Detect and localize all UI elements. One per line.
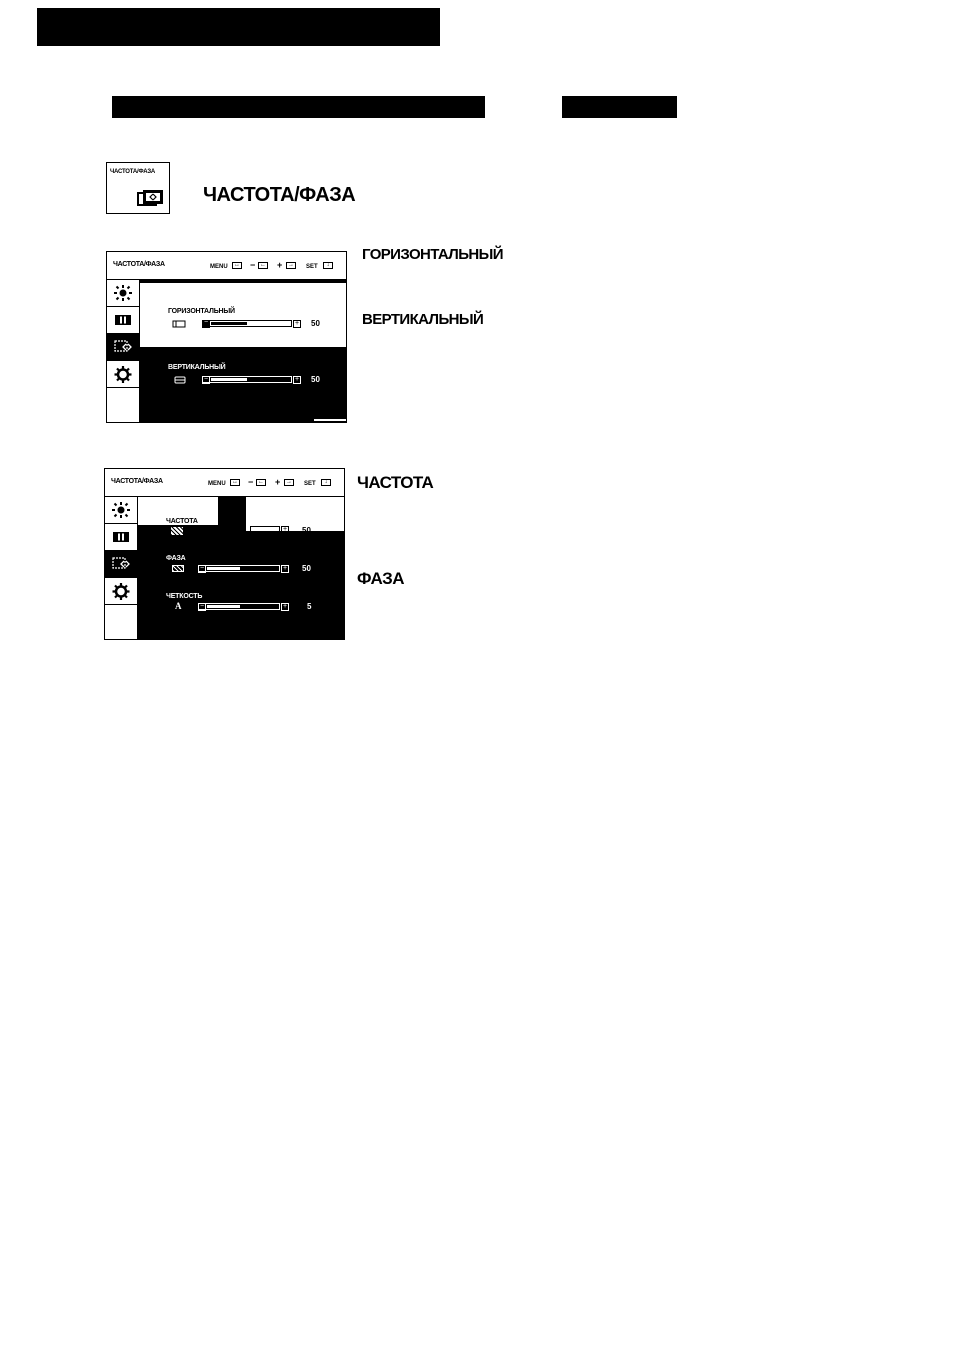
osd-main-panel <box>138 497 344 639</box>
slider-minus-cap: − <box>203 376 209 383</box>
left-arrow-key-icon: ← <box>260 262 266 268</box>
osd-screen-position <box>106 251 347 423</box>
menu-label: MENU <box>210 264 228 270</box>
slider-minus-cap: − <box>203 319 209 326</box>
frequency-description-label: ЧАСТОТА <box>357 473 434 492</box>
horizontal-label: ГОРИЗОНТАЛЬНЫЙ <box>168 308 235 315</box>
set-label: SET <box>304 481 316 487</box>
osd-top-bar <box>105 469 344 497</box>
slider-minus-cap: − <box>199 565 205 572</box>
sidebar-item-size[interactable] <box>107 307 139 334</box>
osd-top-bar <box>107 252 346 280</box>
slider-plus-cap: + <box>282 526 288 533</box>
phase-icon <box>172 565 184 572</box>
sidebar-item-setup[interactable] <box>105 578 137 605</box>
slider-plus-cap: + <box>282 565 288 572</box>
gear-icon <box>114 366 132 383</box>
minus-label: − <box>250 260 256 270</box>
phase-label: ФАЗА <box>166 555 186 562</box>
frequency-phase-icon <box>137 189 165 207</box>
vertical-value: 50 <box>311 375 320 384</box>
phase-slider[interactable] <box>198 565 288 572</box>
sharpness-value: 5 <box>307 602 312 611</box>
sharpness-slider[interactable] <box>198 603 288 610</box>
slider-fill <box>207 567 240 570</box>
frequency-label: ЧАСТОТА <box>166 518 198 525</box>
sidebar-item-size[interactable] <box>105 524 137 551</box>
frequency-icon <box>170 526 184 536</box>
vertical-position-icon <box>174 376 186 384</box>
set-key-icon: ↓ <box>321 479 331 486</box>
osd-title: ЧАСТОТА/ФАЗА <box>113 261 165 268</box>
plus-label: + <box>275 477 281 487</box>
osd-sidebar <box>107 280 140 422</box>
slider-minus-cap: − <box>199 603 205 610</box>
slider-fill <box>211 378 247 381</box>
sharpness-icon: A <box>175 601 182 611</box>
minus-label: − <box>248 477 254 487</box>
selected-item-highlight <box>140 283 346 347</box>
frequency-phase-icon <box>112 557 130 571</box>
scroll-indicator <box>314 419 347 421</box>
osd-title: ЧАСТОТА/ФАЗА <box>111 478 163 485</box>
section-header-bar <box>112 96 485 118</box>
slider-plus-cap: + <box>282 603 288 610</box>
vertical-label: ВЕРТИКАЛЬНЫЙ <box>168 364 226 371</box>
phase-description-label: ФАЗА <box>357 569 404 588</box>
left-arrow-key-icon: ← <box>258 479 264 485</box>
slider-plus-cap: + <box>294 320 300 327</box>
plus-label: + <box>277 260 283 270</box>
set-label: SET <box>306 264 318 270</box>
size-icon <box>114 314 132 326</box>
set-key-icon: ↓ <box>323 262 333 269</box>
sidebar-item-frequency-phase[interactable] <box>105 551 137 578</box>
section-heading: ЧАСТОТА/ФАЗА <box>203 184 356 206</box>
size-icon <box>112 531 130 543</box>
horizontal-slider[interactable] <box>202 319 300 327</box>
slider-plus-cap: + <box>294 376 300 383</box>
sidebar-item-brightness[interactable] <box>107 280 139 307</box>
osd-main-panel <box>140 280 346 422</box>
horizontal-value: 50 <box>311 319 320 328</box>
brightness-icon <box>114 285 132 301</box>
sidebar-item-setup[interactable] <box>107 361 139 388</box>
menu-label: MENU <box>208 481 226 487</box>
menu-key-icon: ↔ <box>234 262 240 268</box>
phase-value: 50 <box>302 564 311 573</box>
chapter-header-bar <box>37 8 440 46</box>
frequency-slider[interactable] <box>250 526 288 533</box>
section-tag-bar <box>562 96 677 118</box>
icon-box-label: ЧАСТОТА/ФАЗА <box>110 169 156 175</box>
brightness-icon <box>112 502 130 518</box>
frequency-value: 50 <box>302 526 311 535</box>
vertical-description-label: ВЕРТИКАЛЬНЫЙ <box>362 311 484 328</box>
sidebar-item-brightness[interactable] <box>105 497 137 524</box>
gear-icon <box>112 583 130 600</box>
right-arrow-key-icon: → <box>286 479 292 485</box>
right-arrow-key-icon: → <box>288 262 294 268</box>
vertical-slider[interactable] <box>202 376 300 383</box>
sharpness-label: ЧЕТКОСТЬ <box>166 593 203 600</box>
frequency-phase-icon-box <box>106 162 170 214</box>
frequency-phase-icon <box>114 340 132 354</box>
slider-fill <box>207 605 240 608</box>
osd-frequency-phase <box>104 468 345 640</box>
menu-key-icon: ↔ <box>232 479 238 485</box>
sidebar-item-frequency-phase[interactable] <box>107 334 139 361</box>
horizontal-description-label: ГОРИЗОНТАЛЬНЫЙ <box>362 246 503 263</box>
osd-sidebar <box>105 497 138 639</box>
horizontal-position-icon <box>172 320 186 328</box>
slider-fill <box>211 322 247 325</box>
